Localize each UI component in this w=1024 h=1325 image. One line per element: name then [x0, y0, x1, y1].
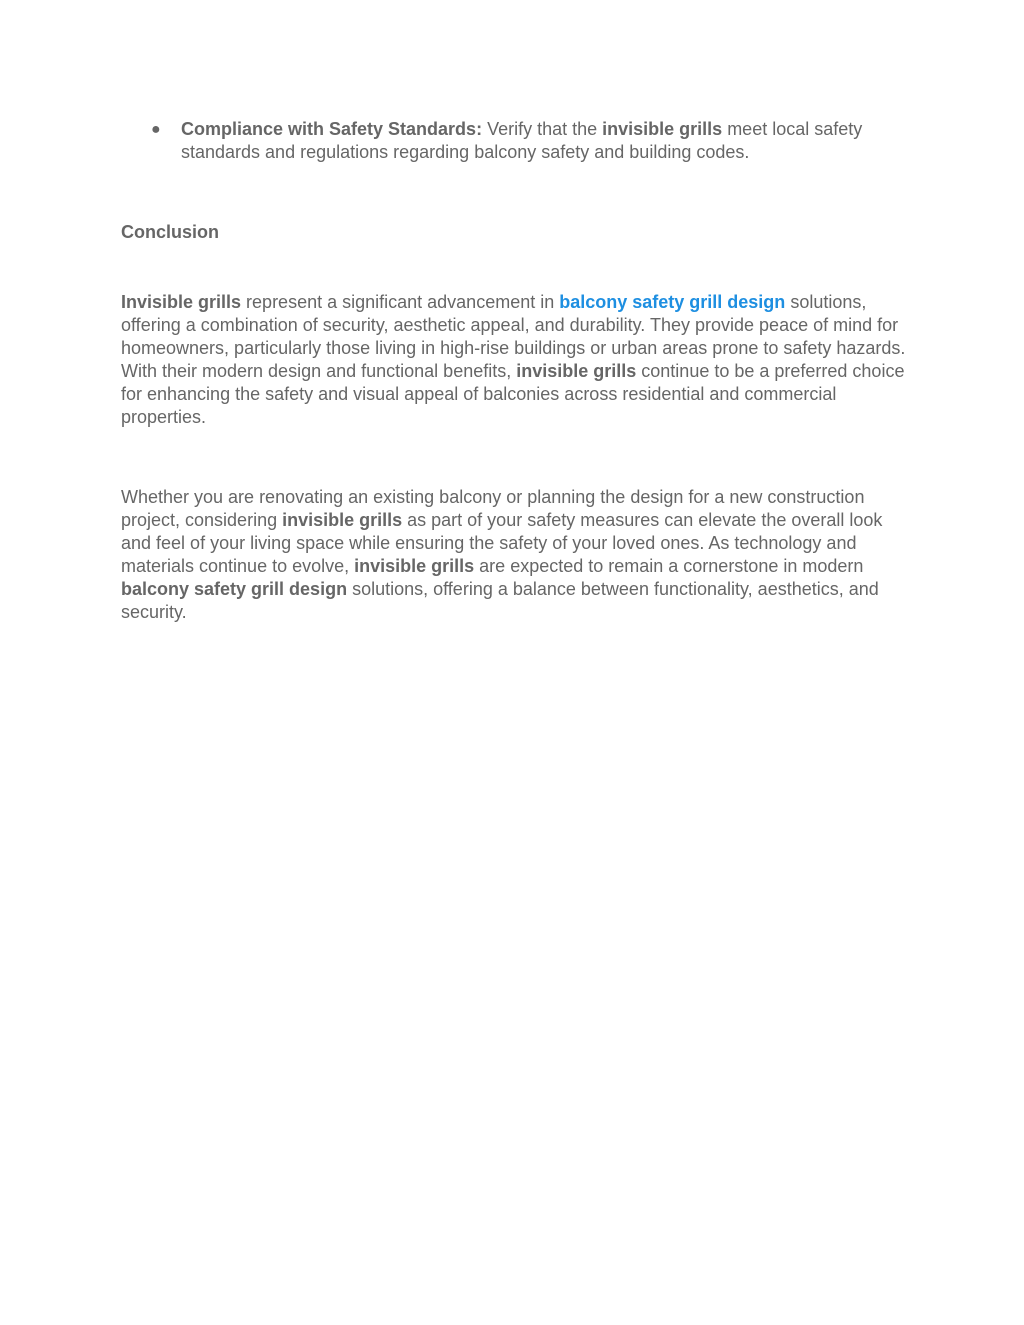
para1-text-3: continue to be a preferred choice for enhancing the safety and visual appeal of balconies across residential and commercial properties.: [121, 361, 905, 427]
conclusion-heading: Conclusion: [121, 222, 219, 242]
para2-text-1: Whether you are renovating an existing balcony or planning the design for a new construction project, considering: [121, 487, 865, 530]
para1-bold-keyword-2: invisible grills: [516, 361, 637, 381]
para1-bold-keyword-1: Invisible grills: [121, 292, 242, 312]
balcony-safety-grill-design-link[interactable]: balcony safety grill design: [559, 292, 786, 312]
conclusion-paragraph-2: [121, 486, 911, 624]
para2-text-2: as part of your safety measures can elevate the overall look and feel of your living space while ensuring the safety of your loved ones. As technology and materials continue to evolve,: [121, 510, 883, 576]
document-page: [121, 118, 911, 624]
bullet-item-compliance: [121, 118, 911, 164]
bullet-dot-icon: ●: [151, 121, 161, 138]
para2-bold-keyword-3: balcony safety grill design: [121, 579, 348, 599]
para2-text-4: solutions, offering a balance between functionality, aesthetics, and security.: [121, 579, 879, 622]
para2-bold-keyword-1: invisible grills: [282, 510, 403, 530]
bullet-text-1: Verify that the: [482, 119, 603, 139]
para2-text-3: are expected to remain a cornerstone in modern: [474, 556, 864, 576]
para1-text-1: represent a significant advancement in: [241, 292, 560, 312]
bullet-text-2: meet local safety standards and regulations regarding balcony safety and building codes.: [181, 119, 863, 162]
conclusion-paragraph-1: [121, 291, 911, 429]
bullet-label: Compliance with Safety Standards:: [181, 119, 483, 139]
para2-bold-keyword-2: invisible grills: [354, 556, 475, 576]
bullet-bold-keyword: invisible grills: [602, 119, 723, 139]
para1-text-2: solutions, offering a combination of security, aesthetic appeal, and durability. They provide peace of mind for homeowners, particularly those living in high-rise buildings or urban areas prone to safety hazards. With their modern design and functional benefits,: [121, 292, 906, 381]
